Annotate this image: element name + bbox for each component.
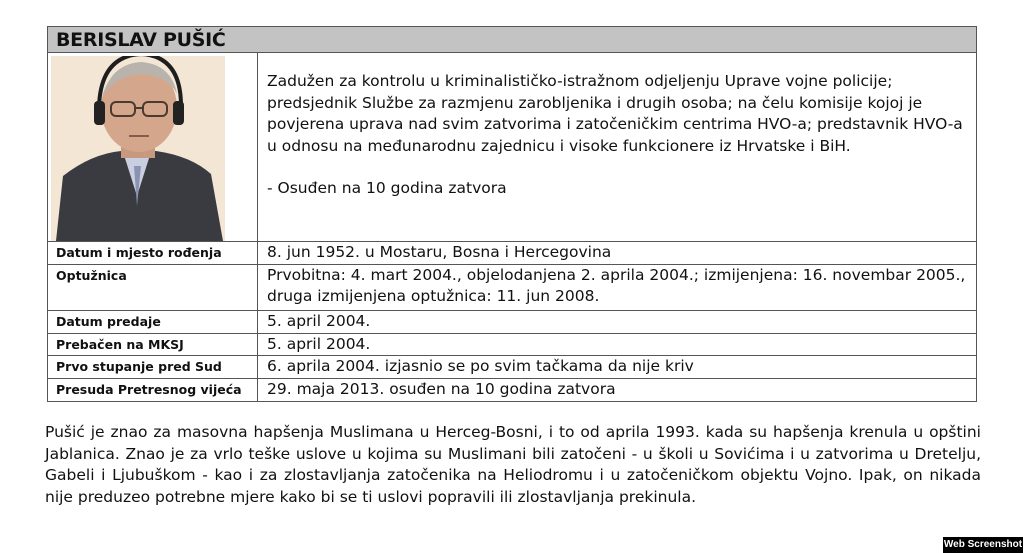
table-row-transfer — [48, 334, 976, 356]
row-value: 6. aprila 2004. izjasnio se po svim tačkama da nije kriv — [267, 357, 694, 375]
photo-description-row — [48, 53, 976, 242]
row-value: 5. april 2004. — [267, 335, 371, 353]
row-label: Presuda Pretresnog vijeća — [48, 379, 258, 401]
table-row-surrender — [48, 311, 976, 334]
table-row-indictment — [48, 265, 976, 311]
table-row-birth — [48, 242, 976, 265]
summary-paragraph: Pušić je znao za masovna hapšenja Muslimana u Herceg-Bosni, i to od aprila 1993. kada su hapšenja krenula u opštini Jablanica. Znao je za vrlo teške uslove u kojima su Muslimani bili zatočeni - u školi u Sovićima i u zatvorima u Dretelju, Gabeli i Ljubuškom - kao i za zlostavljanja zatočenika na Heliodromu i u zatočeničkom objektu Vojno. Ipak, on nikada nije preduzeo potrebne mjere kako bi se ti uslovi popravili ili zlostavljanja prekinula. — [45, 423, 981, 506]
row-label: Datum predaje — [48, 311, 258, 333]
profile-table — [47, 26, 977, 402]
photo-cell — [48, 53, 258, 241]
description-cell — [258, 53, 976, 241]
row-label: Optužnica — [48, 265, 258, 310]
table-row-judgement — [48, 379, 976, 401]
web-screenshot-badge: Web Screenshot — [943, 537, 1023, 553]
portrait-illustration — [51, 56, 225, 241]
portrait-photo — [51, 56, 225, 241]
role-description: Zadužen za kontrolu u kriminalističko-istražnom odjeljenju Uprave vojne policije; predsjednik Službe za razmjenu zarobljenika i drugih osoba; na čelu komisije kojoj je povjerena uprava nad svim zatvorima i zatočeničkim centrima HVO-a; predstavnik HVO-a u odnosu na međunarodnu zajednicu i visoke funkcionere iz Hrvatske i BiH. — [267, 72, 963, 155]
profile-header — [48, 27, 976, 53]
verdict-note: - Osuđen na 10 godina zatvora — [267, 179, 507, 197]
row-value: Prvobitna: 4. mart 2004., objelodanjena 2. aprila 2004.; izmijenjena: 16. novembar 2005., druga izmijenjena optužnica: 11. jun 2008. — [267, 266, 966, 305]
table-row-initial-appearance — [48, 356, 976, 379]
row-label: Prvo stupanje pred Sud — [48, 356, 258, 378]
row-value: 8. jun 1952. u Mostaru, Bosna i Hercegovina — [267, 243, 612, 261]
person-name: BERISLAV PUŠIĆ — [56, 28, 226, 51]
row-label: Datum i mjesto rođenja — [48, 242, 258, 264]
row-value: 5. april 2004. — [267, 312, 371, 330]
row-label: Prebačen na MKSJ — [48, 334, 258, 355]
row-value: 29. maja 2013. osuđen na 10 godina zatvora — [267, 380, 616, 398]
